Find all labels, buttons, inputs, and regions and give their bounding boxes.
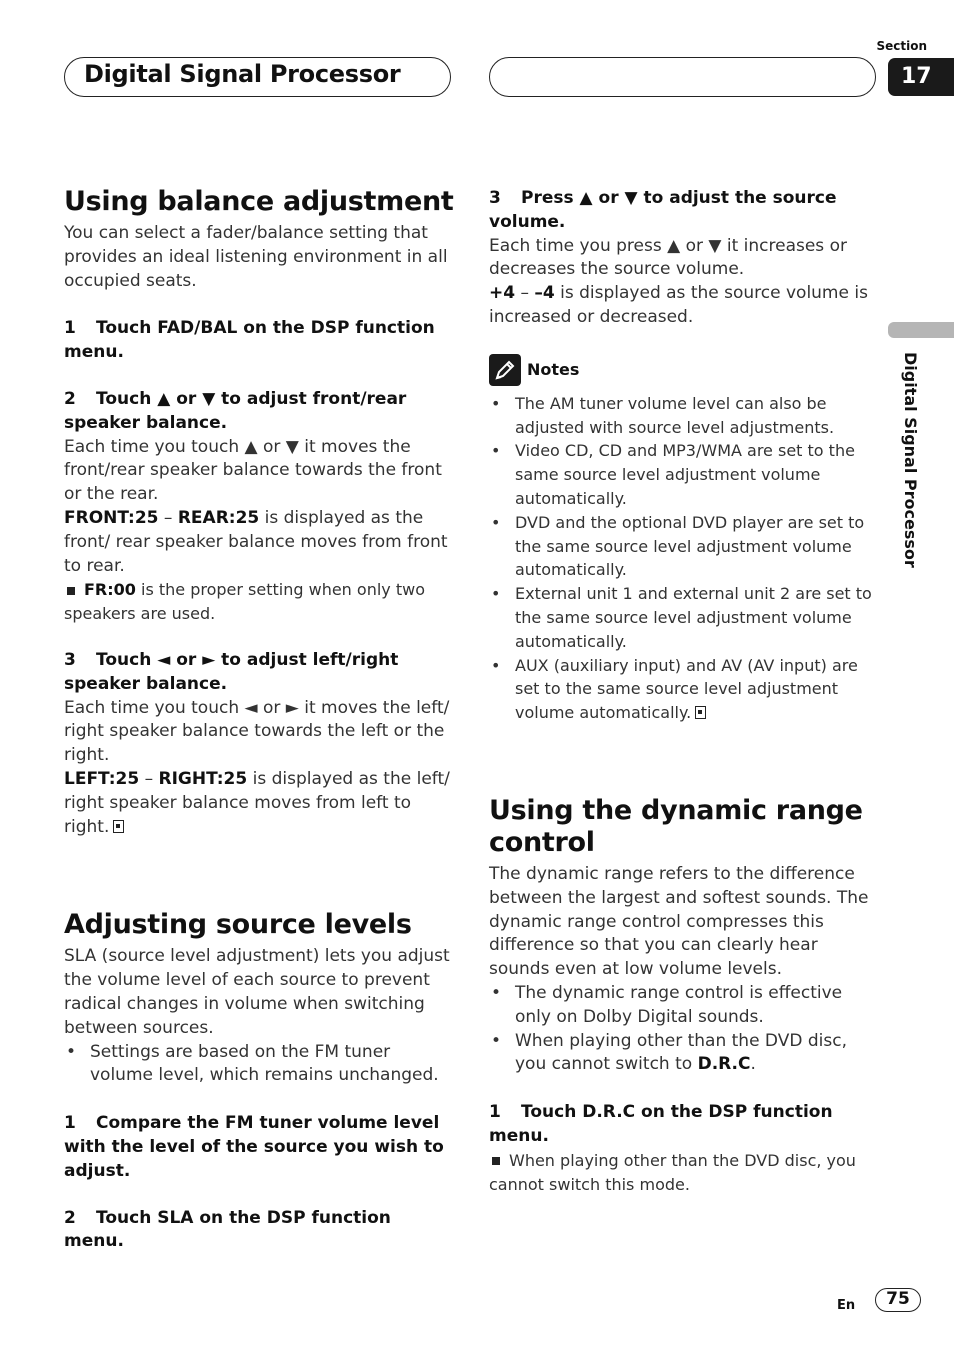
step-text: Touch ▲ or ▼ to adjust front/rear speaker balance. [64,388,407,433]
language-label: En [837,1298,856,1313]
dash: – [139,768,159,789]
step-text: Press ▲ or ▼ to adjust the source volume. [489,188,837,232]
balance-step-2-note [64,578,456,626]
drc-intro: The dynamic range refers to the difference between the largest and softest sounds. The dynamic range control compresses this difference so that you can clearly hear sounds even at low volume levels. [489,863,869,980]
list-item [489,1030,879,1078]
page-number: 75 [875,1288,921,1312]
list-item: • Video CD, CD and MP3/WMA are set to the same source level adjustment volume automatically. [489,439,879,510]
step-number: 1 [64,1113,76,1134]
side-tab-label: Digital Signal Processor [901,352,920,568]
drc-bullets [489,982,879,1077]
step-text: Touch D.R.C on the DSP function menu. [489,1102,833,1146]
balance-step-3-text: Each time you touch ◄ or ► it moves the left/ right speaker balance towards the left or the right. [64,697,450,766]
pencil-icon [489,354,521,386]
balance-step-3-display [64,768,456,839]
step-text: Touch SLA on the DSP function menu. [64,1207,391,1252]
source-step-3-display [489,282,879,330]
step-number: 3 [489,188,501,208]
source-step-2 [64,1207,456,1255]
notes-list [489,392,879,725]
fr-value: FR:00 [84,580,136,600]
note-text: is the proper setting when only two speakers are used. [64,580,425,624]
balance-step-2 [64,388,456,436]
display-text: is displayed as the front/ rear speaker balance moves from front to rear. [64,507,448,576]
note-text: When playing other than the DVD disc, you cannot switch this mode. [489,1150,856,1194]
notes-heading: Notes [527,359,580,379]
step-number: 2 [64,388,76,409]
end-mark-icon [113,820,124,833]
drc-step-1-note [489,1149,879,1197]
step-number: 1 [64,318,76,339]
drc-heading: Using the dynamic range control [489,794,863,858]
list-item: • External unit 1 and external unit 2 are set to the same source level adjustment volume automatically. [489,582,879,653]
step-number: 1 [489,1102,501,1123]
balance-intro: You can select a fader/balance setting that provides an ideal listening environment in all occupied seats. [64,223,448,291]
step-text: Compare the FM tuner volume level with the level of the source you wish to adjust. [64,1113,444,1181]
right-column [489,187,879,1196]
list-item: • The AM tuner volume level can also be adjusted with source level adjustments. [489,392,879,440]
minus-value: –4 [534,283,555,304]
rear-value: REAR:25 [177,507,260,528]
balance-step-2-text: Each time you touch ▲ or ▼ it moves the front/rear speaker balance towards the front or the rear. [64,436,442,505]
section-label: Section [876,39,927,53]
balance-step-2-display [64,507,456,578]
bullet-text: When playing other than the DVD disc, you cannot switch to [515,1030,847,1075]
step-text: Touch ◄ or ► to adjust left/right speaker balance. [64,649,399,694]
page-title: Digital Signal Processor [84,60,401,88]
step-text: Touch FAD/BAL on the DSP function menu. [64,318,435,363]
front-value: FRONT:25 [64,507,159,528]
drc-step-1 [489,1101,879,1149]
balance-step-1 [64,317,456,365]
step-number: 2 [64,1207,76,1228]
drc-value: D.R.C [697,1054,751,1075]
display-text: is displayed as the left/ right speaker balance moves from left to right. [64,768,450,837]
bullet-end: . [750,1054,756,1075]
list-item: • The dynamic range control is effective only on Dolby Digital sounds. [489,982,879,1030]
side-tab-marker [888,322,954,338]
dash: – [515,283,535,304]
dash: – [158,507,178,528]
display-text: is displayed as the source volume is increased or decreased. [489,283,868,327]
left-column [64,186,456,1254]
left-value: LEFT:25 [64,768,140,789]
list-item: • DVD and the optional DVD player are set to the same source level adjustment volume automatically. [489,511,879,582]
source-levels-intro: SLA (source level adjustment) lets you adjust the volume level of each source to prevent radical changes in volume when switching between sources. [64,946,450,1038]
source-step-1 [64,1112,456,1183]
balance-heading: Using balance adjustment [64,186,454,217]
header-empty-frame [489,57,876,97]
balance-step-3 [64,649,456,697]
step-number: 3 [64,649,76,670]
list-item: • Settings are based on the FM tuner volume level, which remains unchanged. [64,1041,456,1089]
section-number: 17 [888,58,954,96]
source-step-3 [489,187,879,235]
notes-header [489,354,879,386]
source-step-3-text: Each time you press ▲ or ▼ it increases or decreases the source volume. [489,235,847,280]
source-levels-bullets [64,1041,456,1089]
source-levels-heading: Adjusting source levels [64,909,412,941]
plus-value: +4 [489,283,516,304]
note-square-icon [492,1157,500,1165]
right-value: RIGHT:25 [158,768,248,789]
list-item [489,654,879,725]
note-square-icon [67,587,75,595]
note-text: AUX (auxiliary input) and AV (AV input) are set to the same source level adjustment volume automatically. [515,655,858,723]
end-mark-icon [695,706,706,719]
